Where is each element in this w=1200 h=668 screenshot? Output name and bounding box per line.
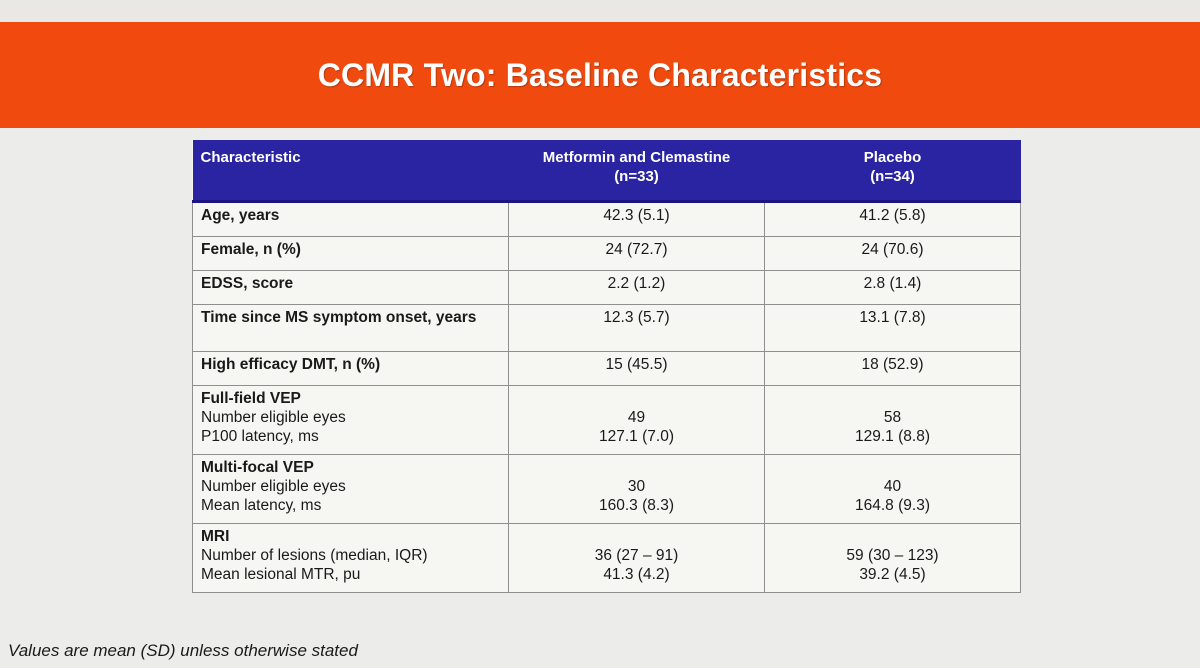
cell-metformin: 2.2 (1.2) (509, 271, 765, 305)
cell-placebo: 13.1 (7.8) (765, 305, 1021, 352)
header-characteristic-label: Characteristic (200, 149, 301, 166)
row-label (193, 386, 509, 455)
cell-placebo (765, 386, 1021, 455)
row-label-text: EDSS, score (201, 275, 294, 292)
header-placebo (765, 140, 1021, 202)
cell-placebo: 41.2 (5.8) (765, 202, 1021, 237)
cell-value: 160.3 (8.3) (599, 497, 674, 514)
row-label (193, 524, 509, 593)
cell-metformin (509, 386, 765, 455)
header-metformin-label: Metformin and Clemastine (542, 149, 731, 166)
group-sub-label: P100 latency, ms (201, 428, 319, 445)
table-row-age (193, 202, 1021, 237)
cell-metformin (509, 455, 765, 524)
group-sub-label: Mean lesional MTR, pu (201, 566, 361, 583)
cell-placebo (765, 455, 1021, 524)
row-label-text: Time since MS symptom onset, years (201, 309, 477, 326)
title-banner (0, 22, 1200, 128)
table-row-multi-focal-vep (193, 455, 1021, 524)
slide-title: CCMR Two: Baseline Characteristics (317, 56, 883, 93)
row-label (193, 305, 509, 352)
table-row-mri (193, 524, 1021, 593)
header-metformin-n: (n=33) (614, 168, 659, 185)
baseline-table-container (192, 140, 1020, 593)
table-row-time-since-onset (193, 305, 1021, 352)
header-placebo-label: Placebo (863, 149, 922, 166)
row-label (193, 202, 509, 237)
table-row-full-field-vep (193, 386, 1021, 455)
top-strip (0, 0, 1200, 22)
cell-placebo: 2.8 (1.4) (765, 271, 1021, 305)
table-header-row (193, 140, 1021, 202)
baseline-characteristics-table (192, 140, 1021, 593)
cell-placebo: 24 (70.6) (765, 237, 1021, 271)
cell-value: 59 (30 – 123) (846, 547, 939, 564)
cell-value: 30 (627, 478, 646, 495)
group-label: Full-field VEP (201, 390, 301, 407)
cell-metformin (509, 524, 765, 593)
header-characteristic (193, 140, 509, 202)
cell-metformin: 12.3 (5.7) (509, 305, 765, 352)
cell-value: 41.3 (4.2) (603, 566, 670, 583)
group-label: MRI (201, 528, 230, 545)
cell-value: 39.2 (4.5) (859, 566, 926, 583)
group-sub-label: Number eligible eyes (201, 409, 346, 426)
cell-metformin: 15 (45.5) (509, 352, 765, 386)
table-row-high-efficacy-dmt (193, 352, 1021, 386)
row-label (193, 455, 509, 524)
row-label-text: Age, years (201, 207, 280, 224)
row-label (193, 271, 509, 305)
cell-metformin: 42.3 (5.1) (509, 202, 765, 237)
cell-value: 36 (27 – 91) (594, 547, 679, 564)
cell-metformin: 24 (72.7) (509, 237, 765, 271)
row-label-text: Female, n (%) (201, 241, 301, 258)
cell-value: 58 (883, 409, 902, 426)
cell-value: 164.8 (9.3) (855, 497, 930, 514)
group-sub-label: Number of lesions (median, IQR) (201, 547, 428, 564)
table-row-female (193, 237, 1021, 271)
table-row-edss (193, 271, 1021, 305)
row-label (193, 237, 509, 271)
cell-value: 129.1 (8.8) (855, 428, 930, 445)
header-metformin (509, 140, 765, 202)
footnote: Values are mean (SD) unless otherwise stated (8, 641, 358, 660)
cell-value: 40 (883, 478, 902, 495)
group-sub-label: Number eligible eyes (201, 478, 346, 495)
cell-placebo: 18 (52.9) (765, 352, 1021, 386)
cell-placebo (765, 524, 1021, 593)
cell-value: 49 (627, 409, 646, 426)
group-label: Multi-focal VEP (201, 459, 314, 476)
header-placebo-n: (n=34) (870, 168, 915, 185)
row-label (193, 352, 509, 386)
row-label-text: High efficacy DMT, n (%) (201, 356, 381, 373)
cell-value: 127.1 (7.0) (599, 428, 674, 445)
group-sub-label: Mean latency, ms (201, 497, 322, 514)
